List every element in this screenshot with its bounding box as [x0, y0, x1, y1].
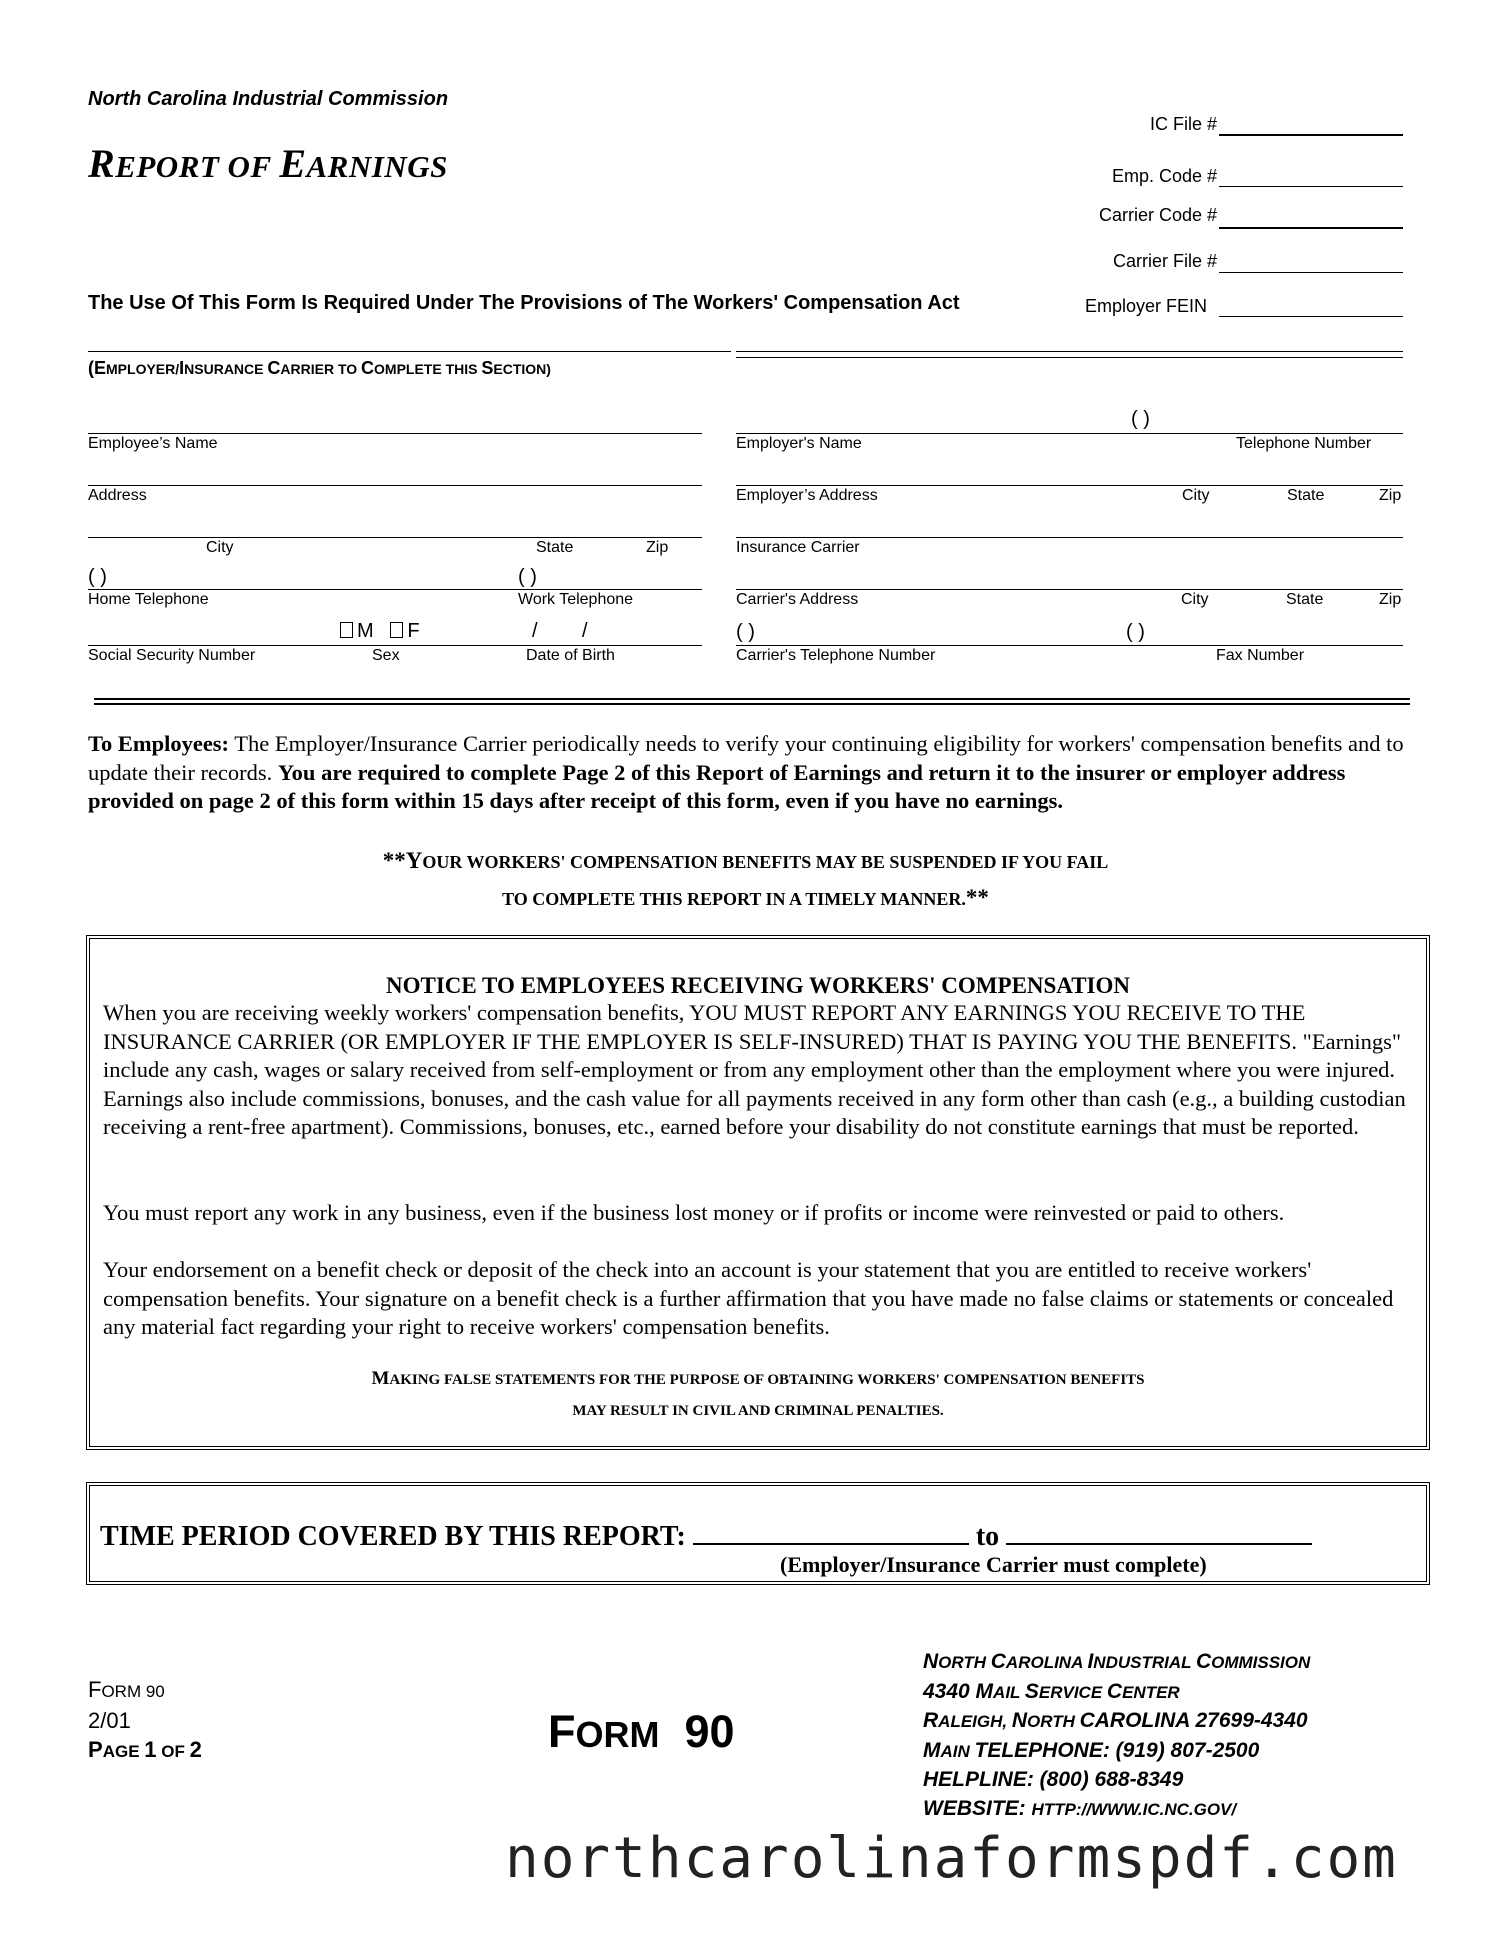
employee-name-label: Employee’s Name	[88, 435, 218, 452]
time-period-to: to	[975, 1521, 1000, 1552]
header-divider-right	[736, 351, 1403, 352]
emp-code-field[interactable]	[1219, 186, 1403, 187]
carrier-zip-label: Zip	[1379, 591, 1402, 608]
employer-zip-label: Zip	[1379, 487, 1402, 504]
fax-area-code: ( )	[1126, 621, 1145, 643]
ssn-sex-dob-field[interactable]	[88, 645, 702, 646]
zip-label: Zip	[646, 539, 669, 556]
dob-label: Date of Birth	[526, 647, 615, 664]
header-divider-left	[88, 351, 731, 352]
time-period-end-field[interactable]	[1006, 1519, 1312, 1545]
employer-name-label: Employer's Name	[736, 435, 862, 452]
employer-fein-field[interactable]	[1219, 316, 1403, 317]
carrier-address-field[interactable]	[736, 589, 1403, 590]
time-period-box	[86, 1482, 1430, 1585]
commission-address: NORTH CAROLINA INDUSTRIAL COMMISSION 4340 MAIL SERVICE CENTER RALEIGH, NORTH CAROLINA 27699-4340 MAIN TELEPHONE: (919) 807-2500 HELPLINE: (800) 688-8349 WEBSITE: HTTP://WWW.IC.NC.GOV/	[923, 1650, 1311, 1820]
time-period-row	[100, 1519, 1312, 1553]
time-period-start-field[interactable]	[693, 1519, 969, 1545]
org-name: North Carolina Industrial Commission	[88, 88, 449, 110]
watermark: northcarolinaformspdf.com	[505, 1826, 1398, 1891]
employer-state-label: State	[1287, 487, 1325, 504]
dob-separators: / /	[532, 620, 588, 642]
insurance-carrier-label: Insurance Carrier	[736, 539, 860, 556]
employer-city-label: City	[1182, 487, 1210, 504]
notice-box	[86, 935, 1430, 1450]
carrier-phone-area-code: ( )	[736, 621, 755, 643]
ic-file-label: IC File #	[1149, 114, 1217, 134]
carrier-city-label: City	[1181, 591, 1209, 608]
employer-name-field[interactable]	[736, 433, 1403, 434]
carrier-file-label: Carrier File #	[1112, 251, 1217, 271]
to-employees-paragraph: To Employees: The Employer/Insurance Carrier periodically needs to verify your continuing eligibility for workers' compensation benefits and to update their records. You are required to complete Page 2 of this Report of Earnings and return it to the insurer or employer address provided on page 2 of this form within 15 days after receipt of this form, even if you have no earnings.	[88, 731, 1404, 813]
section-header: (EMPLOYER/INSURANCE CARRIER TO COMPLETE THIS SECTION)	[88, 358, 551, 378]
header-divider-right-2	[736, 357, 1403, 358]
sex-label: Sex	[372, 647, 400, 664]
suspension-warning: **YOUR WORKERS' COMPENSATION BENEFITS MAY BE SUSPENDED IF YOU FAIL TO COMPLETE THIS REPORT IN A TIMELY MANNER.**	[382, 848, 1109, 910]
website-link[interactable]: HTTP://WWW.IC.NC.GOV/	[1031, 1799, 1237, 1819]
false-statements-warning: MAKING FALSE STATEMENTS FOR THE PURPOSE OF OBTAINING WORKERS' COMPENSATION BENEFITS MAY RESULT IN CIVIL AND CRIMINAL PENALTIES.	[371, 1368, 1145, 1419]
city-state-zip-field[interactable]	[88, 537, 702, 538]
section-divider-2	[94, 703, 1410, 705]
employer-fein-label: Employer FEIN	[1084, 296, 1207, 316]
home-phone-area-code: ( )	[88, 566, 107, 588]
employer-phone-area-code: ( )	[1131, 408, 1150, 430]
notice-paragraph-1: When you are receiving weekly workers' compensation benefits, YOU MUST REPORT ANY EARNINGS YOU RECEIVE TO THE INSURANCE CARRIER (OR EMPLOYER IF THE EMPLOYER IS SELF-INSURED) THAT IS PAYING YOU THE BENEFITS. "Earnings" include any cash, wages or salary received from self-employment or from any employment other than the employment where you were injured. Earnings also include commissions, bonuses, and the cash value for all payments received in any form other than cash (e.g., a building custodian receiving a rent-free apartment). Commissions, bonuses, etc., earned before your disability do not constitute earnings that must be reported.	[103, 1000, 1406, 1139]
form-id-block: FORM 90 2/01 PAGE 1 OF 2	[88, 1677, 202, 1762]
work-telephone-label: Work Telephone	[518, 591, 634, 608]
insurance-carrier-field[interactable]	[736, 537, 1403, 538]
ssn-label: Social Security Number	[88, 647, 256, 664]
time-period-note: (Employer/Insurance Carrier must complete)	[780, 1552, 1207, 1577]
employee-name-field[interactable]	[88, 433, 702, 434]
carrier-address-label: Carrier's Address	[736, 591, 859, 608]
male-checkbox[interactable]	[340, 622, 353, 638]
work-phone-area-code: ( )	[518, 566, 537, 588]
carrier-code-label: Carrier Code #	[1098, 205, 1217, 225]
home-telephone-label: Home Telephone	[88, 591, 209, 608]
sex-options: M F	[340, 620, 420, 643]
notice-title: NOTICE TO EMPLOYEES RECEIVING WORKERS' COMPENSATION	[385, 973, 1131, 998]
female-checkbox[interactable]	[390, 622, 403, 638]
time-period-label: TIME PERIOD COVERED BY THIS REPORT:	[100, 1521, 686, 1552]
emp-code-label: Emp. Code #	[1111, 166, 1217, 186]
required-notice: The Use Of This Form Is Required Under The Provisions of The Workers' Compensation Act	[88, 292, 960, 314]
carrier-file-field[interactable]	[1219, 272, 1403, 273]
employer-address-label: Employer’s Address	[736, 487, 878, 504]
fax-number-label: Fax Number	[1216, 647, 1305, 664]
address-field[interactable]	[88, 485, 702, 486]
address-label: Address	[88, 487, 147, 504]
notice-paragraph-3: Your endorsement on a benefit check or deposit of the check into an account is your statement that you are entitled to receive workers' compensation benefits. Your signature on a benefit check is a further affirmation that you have made no false claims or statements or concealed any material fact regarding your right to receive workers' compensation benefits.	[103, 1257, 1394, 1339]
form-title: REPORT OF EARNINGS	[88, 141, 448, 186]
section-divider	[94, 698, 1410, 700]
carrier-code-field[interactable]	[1219, 227, 1403, 229]
carrier-phone-fax-field[interactable]	[736, 645, 1403, 646]
state-label: State	[536, 539, 574, 556]
carrier-state-label: State	[1286, 591, 1324, 608]
carrier-telephone-label: Carrier's Telephone Number	[736, 647, 936, 664]
telephone-field[interactable]	[88, 589, 702, 590]
city-label: City	[206, 539, 234, 556]
form-number: FORM 90	[548, 1706, 735, 1757]
employer-address-field[interactable]	[736, 485, 1403, 486]
notice-paragraph-2: You must report any work in any business, even if the business lost money or if profits or income were reinvested or paid to others.	[103, 1200, 1285, 1225]
ic-file-field[interactable]	[1219, 134, 1403, 136]
telephone-number-label: Telephone Number	[1236, 435, 1372, 452]
